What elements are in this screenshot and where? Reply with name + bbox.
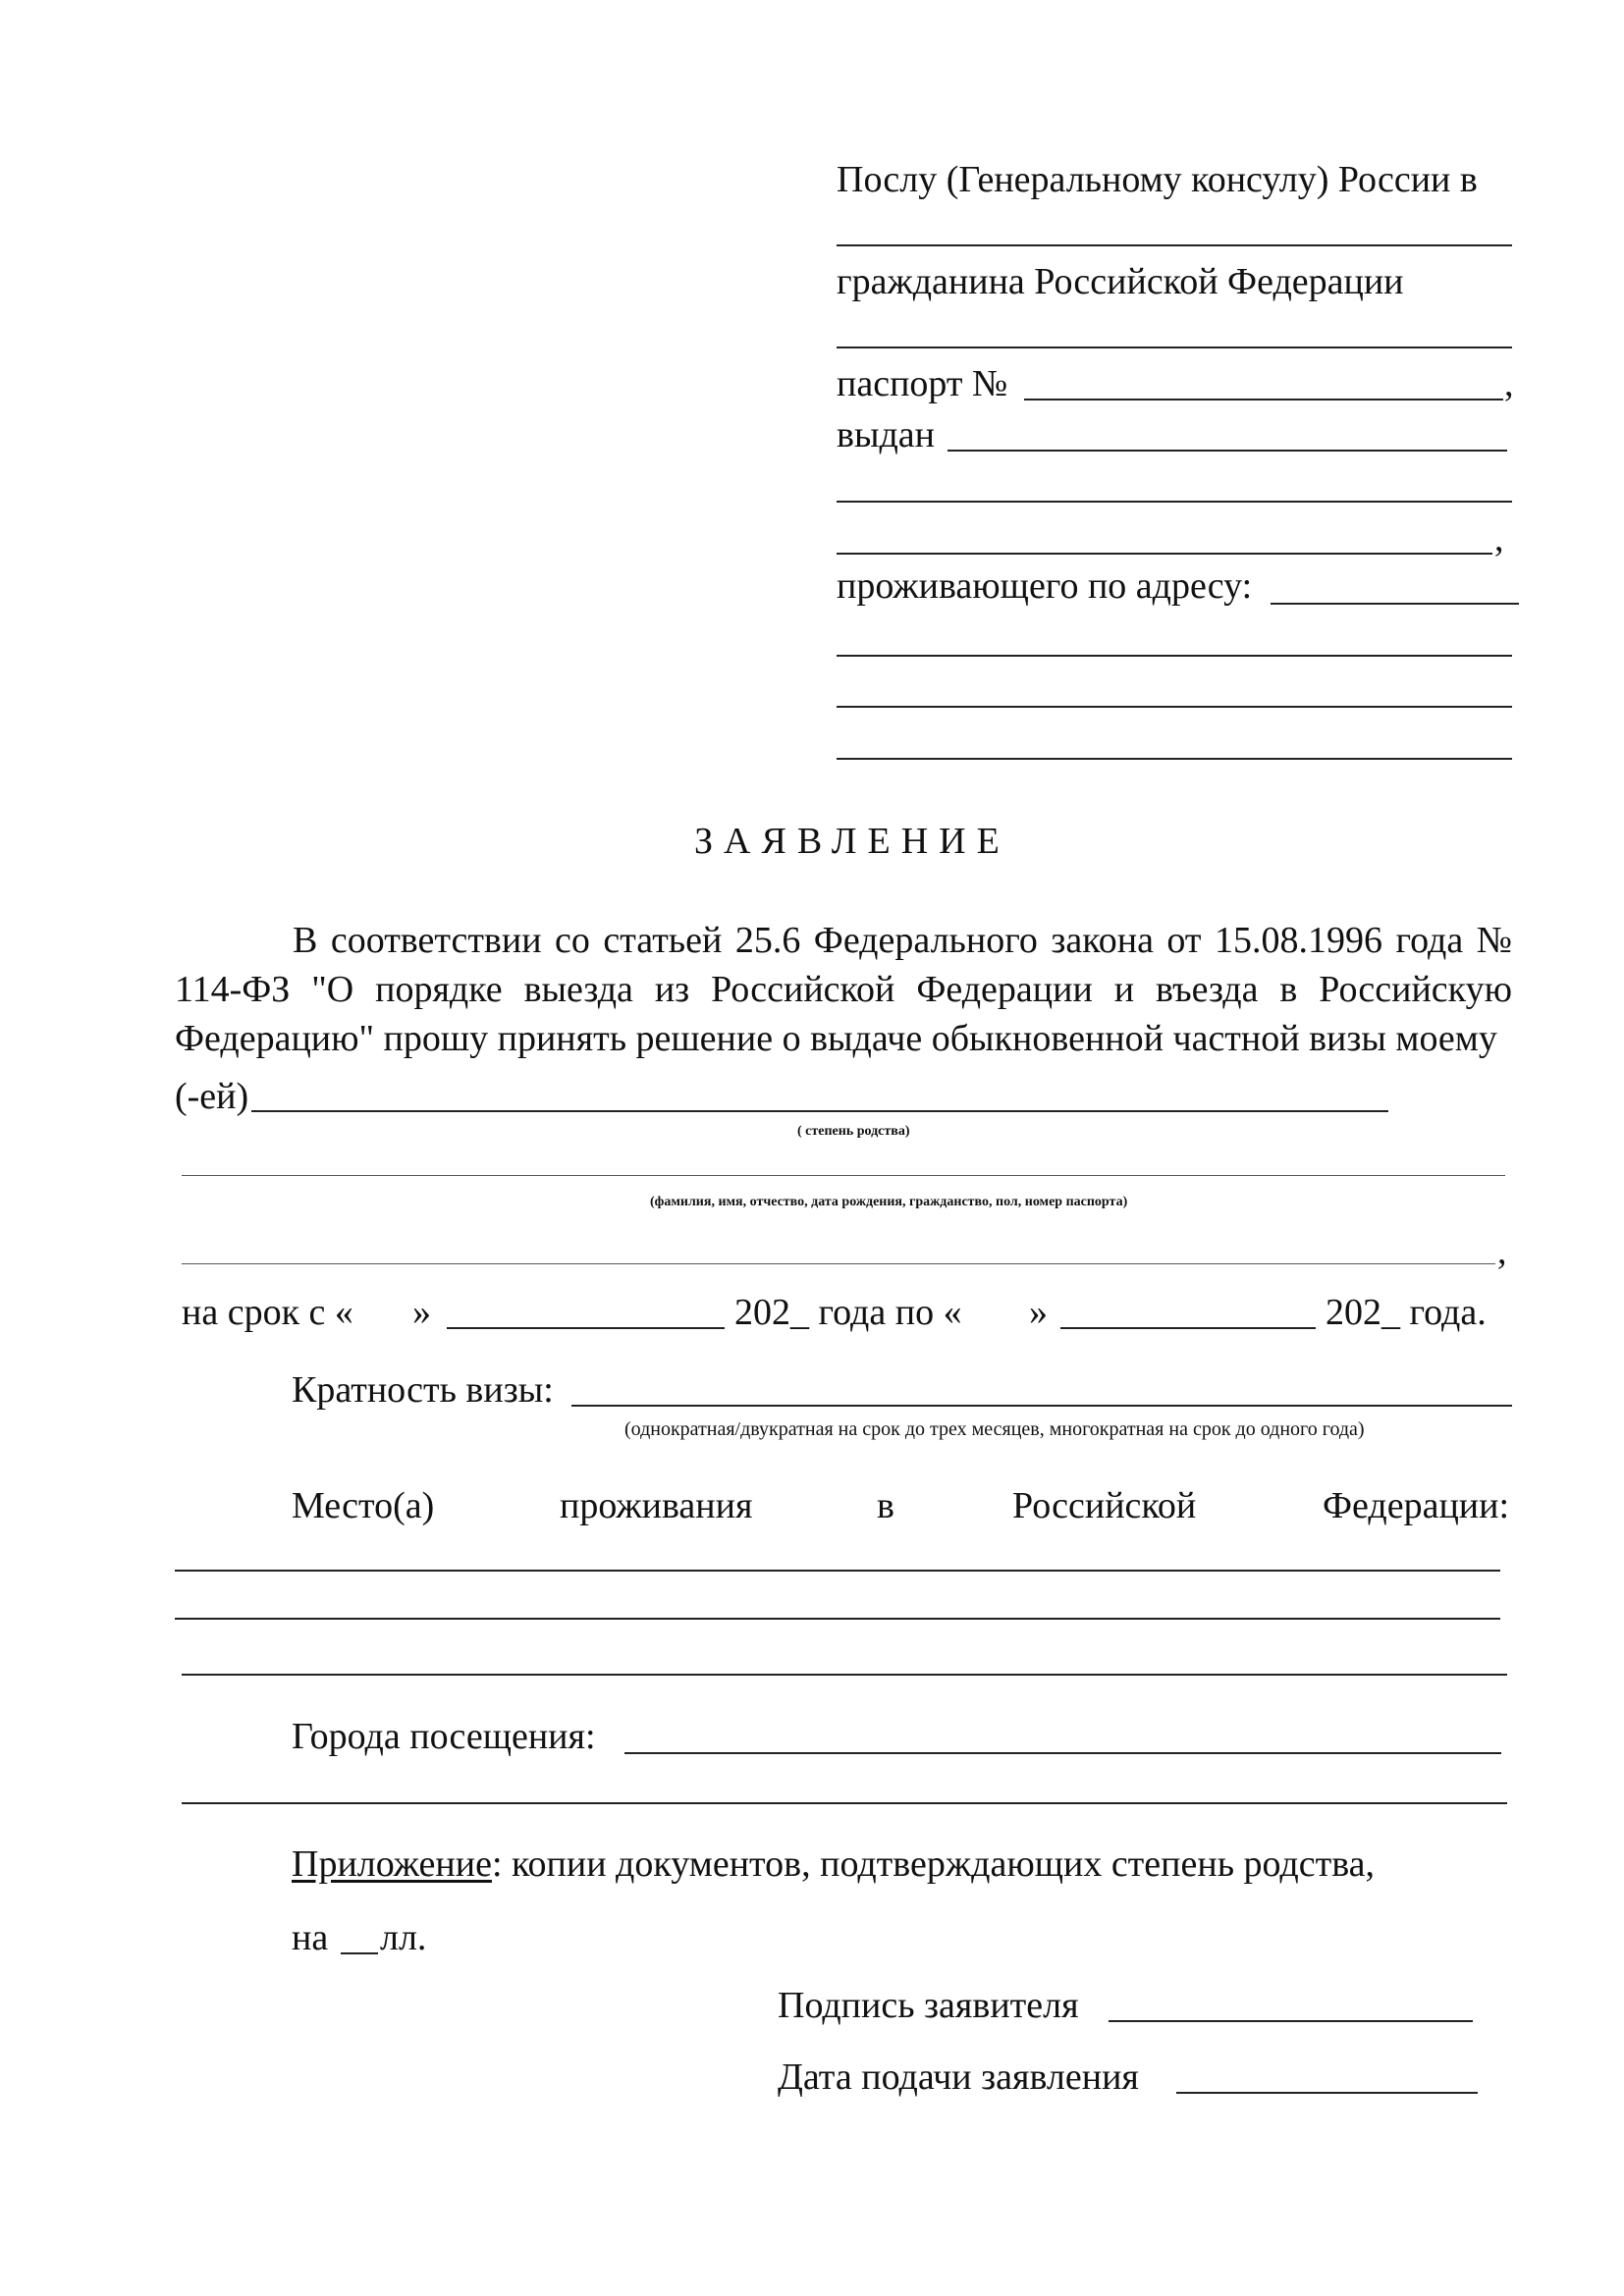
person-details-field-2[interactable]	[182, 1263, 1495, 1264]
relation-caption: ( степень родства)	[797, 1124, 910, 1139]
residence-field-1[interactable]	[175, 1570, 1500, 1572]
document-title: ЗАЯВЛЕНИЕ	[694, 821, 1010, 862]
residence-word-5: Федерации:	[1323, 1485, 1510, 1526]
term-year-to-label: 202_ года по «	[734, 1292, 962, 1333]
multiplicity-field[interactable]	[571, 1405, 1512, 1407]
residence-field-2[interactable]	[175, 1618, 1500, 1620]
applicant-name-field[interactable]	[837, 347, 1512, 348]
passport-label: паспорт №	[837, 363, 1008, 404]
date-label: Дата подачи заявления	[778, 2056, 1139, 2098]
date-field[interactable]	[1176, 2092, 1478, 2094]
issued-comma: ,	[1494, 518, 1504, 560]
passport-number-field[interactable]	[1024, 399, 1503, 400]
attachment-pages-suffix: лл.	[380, 1917, 427, 1958]
issued-by-field-3[interactable]	[837, 553, 1492, 555]
residence-word-3: в	[877, 1485, 894, 1526]
residence-word-1: Место(а)	[292, 1485, 435, 1526]
body-paragraph	[175, 916, 1512, 1063]
residence-word-4: Российской	[1012, 1485, 1197, 1526]
multiplicity-caption: (однократная/двукратная на срок до трех месяцев, многократная на срок до одного года)	[624, 1418, 1365, 1440]
person-details-field[interactable]	[182, 1175, 1505, 1176]
address-field-3[interactable]	[837, 706, 1512, 708]
person-comma: ,	[1497, 1231, 1507, 1272]
attachment-text: : копии документов, подтверждающих степень родства,	[491, 1843, 1376, 1885]
term-year-suffix: 202_ года.	[1326, 1292, 1487, 1333]
attachment-pages-field[interactable]	[341, 1952, 378, 1954]
relation-prefix: (-ей)	[175, 1076, 249, 1117]
attachment-line	[292, 1845, 1375, 1883]
relation-field[interactable]	[251, 1110, 1388, 1112]
term-to-month-field[interactable]	[1060, 1327, 1316, 1329]
attachment-label: Приложение	[292, 1843, 492, 1885]
consulate-field[interactable]	[837, 244, 1512, 246]
signature-label: Подпись заявителя	[778, 1985, 1079, 2026]
residence-field-3[interactable]	[182, 1674, 1507, 1676]
cities-field[interactable]	[624, 1752, 1501, 1754]
person-caption: (фамилия, имя, отчество, дата рождения, гражданство, пол, номер паспорта)	[650, 1195, 1128, 1209]
address-field-2[interactable]	[837, 655, 1512, 657]
issued-label: выдан	[837, 414, 936, 455]
cities-field-2[interactable]	[182, 1802, 1507, 1804]
issued-by-field-2[interactable]	[837, 501, 1512, 503]
term-from-label: на срок с «	[182, 1292, 353, 1333]
addressee-line: Послу (Генеральному консулу) России в	[837, 159, 1478, 200]
signature-field[interactable]	[1109, 2020, 1473, 2022]
body-text: В соответствии со статьей 25.6 Федерального закона от 15.08.1996 года № 114-ФЗ "О порядке выезда из Российской Федерации и въезда в Российскую Федерацию" прошу принять решение о выдаче обыкновенной частной визы моему	[175, 920, 1512, 1059]
multiplicity-label: Кратность визы:	[292, 1369, 554, 1411]
term-from-close-quote: »	[412, 1292, 431, 1333]
address-label: проживающего по адресу:	[837, 565, 1253, 607]
term-from-month-field[interactable]	[447, 1327, 725, 1329]
address-field-4[interactable]	[837, 758, 1512, 760]
residence-word-2: проживания	[560, 1485, 753, 1526]
citizen-line: гражданина Российской Федерации	[837, 261, 1404, 302]
cities-label: Города посещения:	[292, 1716, 596, 1757]
term-to-close-quote: »	[1029, 1292, 1048, 1333]
passport-comma: ,	[1504, 363, 1514, 404]
attachment-pages-prefix: на	[292, 1917, 329, 1958]
address-field[interactable]	[1271, 603, 1519, 605]
issued-by-field[interactable]	[947, 450, 1507, 452]
